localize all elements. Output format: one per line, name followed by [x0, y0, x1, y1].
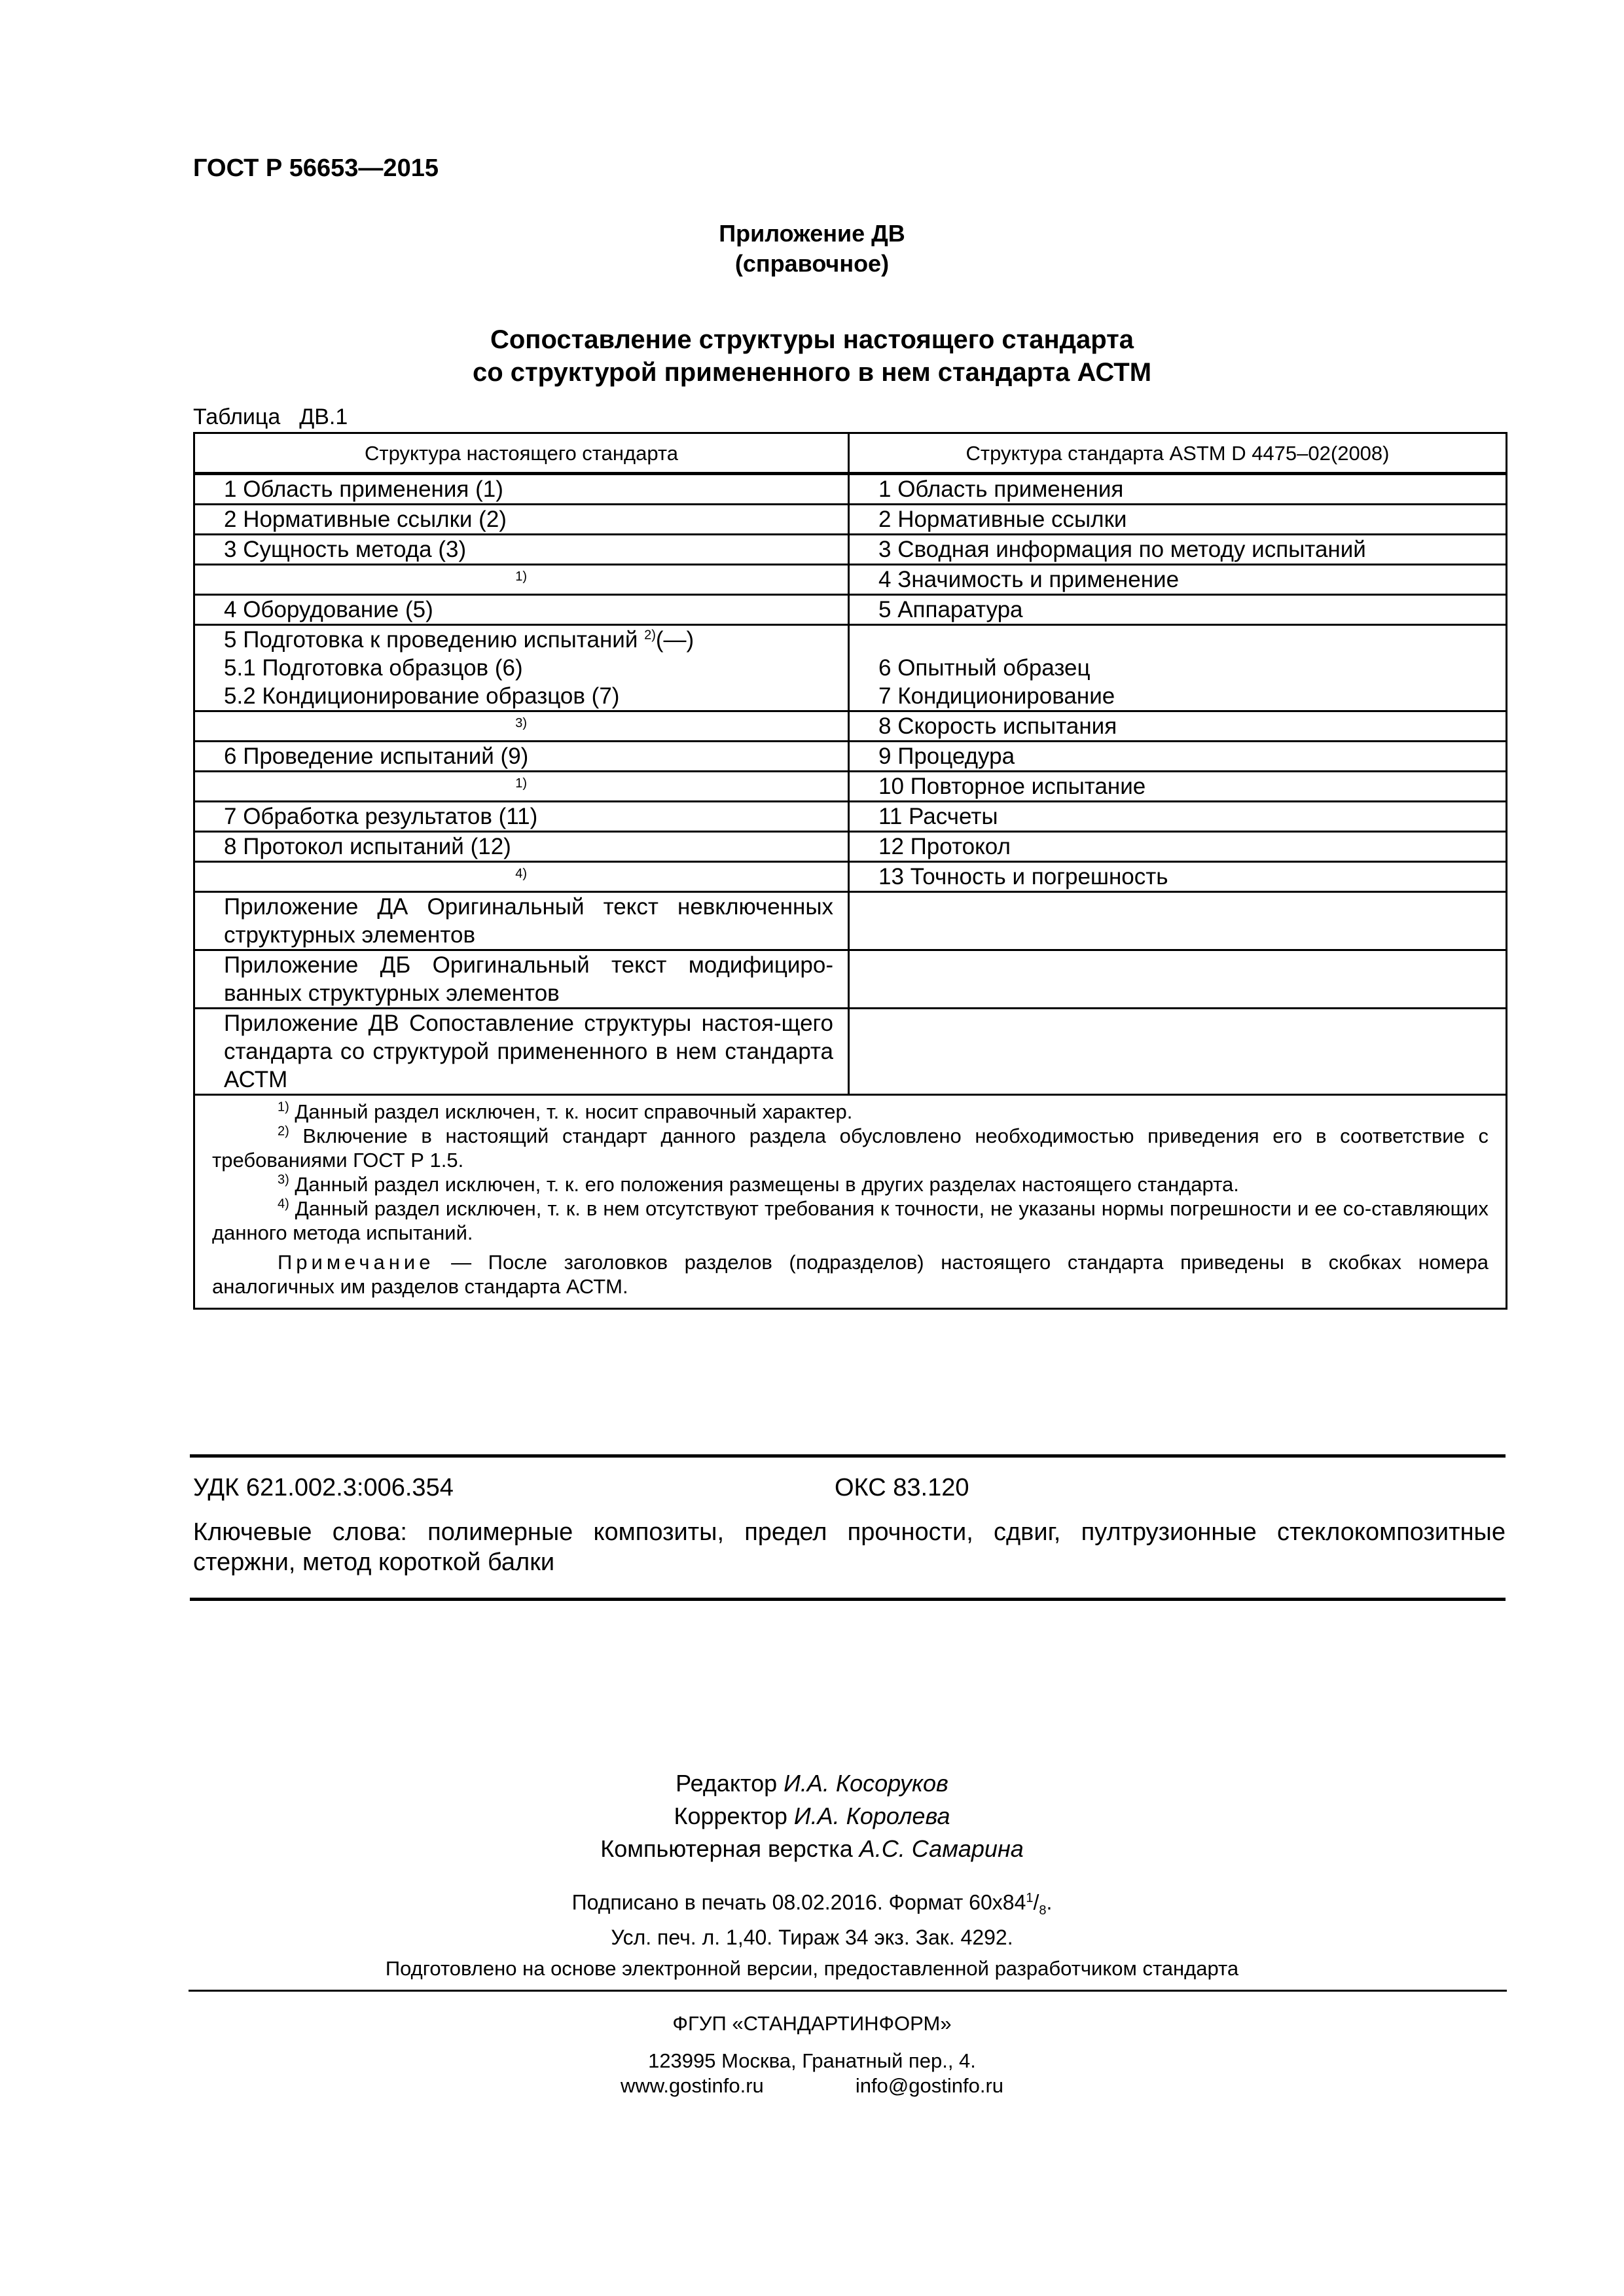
cell-a: [194, 625, 849, 711]
print-info: [0, 1885, 1624, 1951]
table-footnotes: [194, 1095, 1507, 1309]
cell-a: Приложение ДА Оригинальный текст невключенных структурных элементов: [194, 892, 849, 950]
cell-b: 8 Скорость испытания: [849, 711, 1507, 742]
divider-top: [190, 1454, 1506, 1458]
cell-b: 12 Протокол: [849, 832, 1507, 862]
contacts-line: [0, 2073, 1624, 2098]
cell-b: 2 Нормативные ссылки: [849, 505, 1507, 535]
divider-publisher: [189, 1990, 1507, 1992]
footnote-text: Данный раздел исключен, т. к. в нем отсутствуют требования к точности, не указаны нормы погрешности и ее со-ставляющих данного метода испытаний.: [212, 1197, 1489, 1244]
fraction-denominator: 8: [1039, 1903, 1047, 1918]
table-row: [194, 505, 1507, 535]
table-row: [194, 862, 1507, 892]
table-row: [194, 595, 1507, 625]
appendix-heading: [0, 219, 1624, 279]
keywords: Ключевые слова: полимерные композиты, предел прочности, сдвиг, пултрузионные стеклокомпозитные стержни, метод короткой балки: [193, 1518, 1506, 1576]
table-row: [194, 474, 1507, 505]
table-row: [194, 832, 1507, 862]
role-label: Корректор: [674, 1803, 794, 1829]
table-row: [194, 535, 1507, 565]
table-row: [194, 772, 1507, 802]
footnote-mark: 2): [278, 1124, 289, 1139]
prepared-note: Подготовлено на основе электронной версии, предоставленной разработчиком стандарта: [385, 1957, 1239, 1980]
table-label-number: ДВ.1: [299, 404, 348, 429]
table-row: [194, 711, 1507, 742]
col2-header: Структура стандарта ASTM D 4475–02(2008): [849, 433, 1507, 474]
footnotes-row: [194, 1095, 1507, 1309]
footnote-2: [212, 1124, 1489, 1172]
footnote-mark: 2): [644, 628, 656, 643]
corrector-line: [0, 1800, 1624, 1833]
cell-b-empty: [849, 950, 1507, 1009]
footnote-text: Включение в настоящий стандарт данного раздела обусловлено необходимостью приведения его в соответствие с требованиями ГОСТ Р 1.5.: [212, 1124, 1489, 1172]
layout-line: [0, 1833, 1624, 1865]
cell-b: 9 Процедура: [849, 742, 1507, 772]
person-name: И.А. Королева: [793, 1803, 950, 1829]
publisher-org: ФГУП «СТАНДАРТИНФОРМ»: [672, 2012, 952, 2035]
role-label: Компьютерная верстка: [600, 1835, 859, 1862]
table-row: [194, 625, 1507, 711]
cell-b: 11 Расчеты: [849, 802, 1507, 832]
footnote-mark: 4): [278, 1196, 289, 1211]
footnote-text: Данный раздел исключен, т. к. его положения размещены в других разделах настоящего стандарта.: [289, 1173, 1239, 1196]
main-title-line-2: со структурой примененного в нем стандарта АСТМ: [472, 358, 1152, 387]
cell-b: 4 Значимость и применение: [849, 565, 1507, 595]
table-row: [194, 950, 1507, 1009]
cell-a: Приложение ДВ Сопоставление структуры настоя-щего стандарта со структурой примененного в нем стандарта АСТМ: [194, 1009, 849, 1095]
table-row: [194, 1009, 1507, 1095]
cell-a-empty: [194, 772, 849, 802]
table-row: [194, 742, 1507, 772]
divider-bottom: [190, 1598, 1506, 1601]
main-title-line-1: Сопоставление структуры настоящего стандарта: [490, 325, 1134, 354]
footnote-4: [212, 1196, 1489, 1245]
cell-b-empty: [849, 1009, 1507, 1095]
note-label: Примечание: [278, 1251, 435, 1274]
footnote-mark: 1): [515, 569, 527, 584]
cell-a: 2 Нормативные ссылки (2): [194, 505, 849, 535]
appendix-title: Приложение ДВ: [719, 220, 905, 247]
cell-text: 5.2 Кондиционирование образцов (7): [224, 683, 620, 709]
fraction-numerator: 1: [1026, 1891, 1034, 1905]
main-title: [0, 323, 1624, 389]
structure-table: [193, 432, 1507, 1310]
footnote-mark: 3): [278, 1172, 289, 1187]
table-row: [194, 802, 1507, 832]
udk-code: УДК 621.002.3:006.354: [193, 1474, 454, 1501]
person-name: А.С. Самарина: [859, 1835, 1024, 1862]
table-label: [193, 404, 348, 430]
footnote-mark: 3): [515, 716, 527, 730]
cell-b-empty: [849, 892, 1507, 950]
appendix-subtitle: (справочное): [734, 250, 890, 277]
cell-b: [849, 625, 1507, 711]
print-signed: Подписано в печать 08.02.2016. Формат $60x84^1/_8$.: [571, 1890, 1053, 1918]
cell-b: 13 Точность и погрешность: [849, 862, 1507, 892]
editor-line: [0, 1767, 1624, 1800]
cell-a: 6 Проведение испытаний (9): [194, 742, 849, 772]
table-note: [212, 1250, 1489, 1299]
document-code: ГОСТ Р 56653—2015: [193, 154, 439, 182]
cell-a: 4 Оборудование (5): [194, 595, 849, 625]
person-name: И.А. Косоруков: [784, 1770, 948, 1797]
footnote-text: Данный раздел исключен, т. к. носит справочный характер.: [289, 1100, 853, 1123]
cell-a: 8 Протокол испытаний (12): [194, 832, 849, 862]
cell-a: 3 Сущность метода (3): [194, 535, 849, 565]
note-text: — После заголовков разделов (подразделов) настоящего стандарта приведены в скобках номера аналогичных им разделов стандарта АСТМ.: [212, 1251, 1489, 1298]
cell-a-empty: [194, 711, 849, 742]
address-line: 123995 Москва, Гранатный пер., 4.: [648, 2049, 976, 2072]
cell-text: 5 Подготовка к проведению испытаний: [224, 627, 645, 653]
cell-a: Приложение ДБ Оригинальный текст модифициро-ванных структурных элементов: [194, 950, 849, 1009]
cell-text: 6 Опытный образец: [878, 655, 1091, 681]
footnote-mark: 1): [515, 776, 527, 791]
cell-text: 5.1 Подготовка образцов (6): [224, 655, 523, 681]
print-details: Усл. печ. л. 1,40. Тираж 34 экз. Зак. 4292.: [611, 1926, 1013, 1950]
table-row: [194, 892, 1507, 950]
publisher-address: [0, 2049, 1624, 2098]
cell-text: 7 Кондиционирование: [878, 683, 1115, 709]
col1-header: Структура настоящего стандарта: [194, 433, 849, 474]
email-link[interactable]: info@gostinfo.ru: [855, 2074, 1004, 2097]
table-label-prefix: Таблица: [193, 404, 281, 429]
cell-a-empty: [194, 565, 849, 595]
cell-b: 1 Область применения: [849, 474, 1507, 505]
footnote-1: [212, 1100, 1489, 1124]
cell-b: 3 Сводная информация по методу испытаний: [849, 535, 1507, 565]
cell-a-empty: [194, 862, 849, 892]
footnote-mark: 1): [278, 1100, 289, 1115]
footnote-3: [212, 1172, 1489, 1196]
oks-code: ОКС 83.120: [835, 1474, 969, 1501]
footnote-mark: 4): [515, 867, 527, 881]
cell-text: (—): [655, 627, 695, 653]
credits: [0, 1767, 1624, 1865]
table-row: [194, 565, 1507, 595]
cell-a: 1 Область применения (1): [194, 474, 849, 505]
print-text: Подписано в печать 08.02.2016. Формат 60x84: [571, 1890, 1026, 1914]
role-label: Редактор: [676, 1770, 784, 1797]
cell-a: 7 Обработка результатов (11): [194, 802, 849, 832]
cell-b: 5 Аппаратура: [849, 595, 1507, 625]
website-link[interactable]: www.gostinfo.ru: [620, 2074, 764, 2097]
cell-b: 10 Повторное испытание: [849, 772, 1507, 802]
